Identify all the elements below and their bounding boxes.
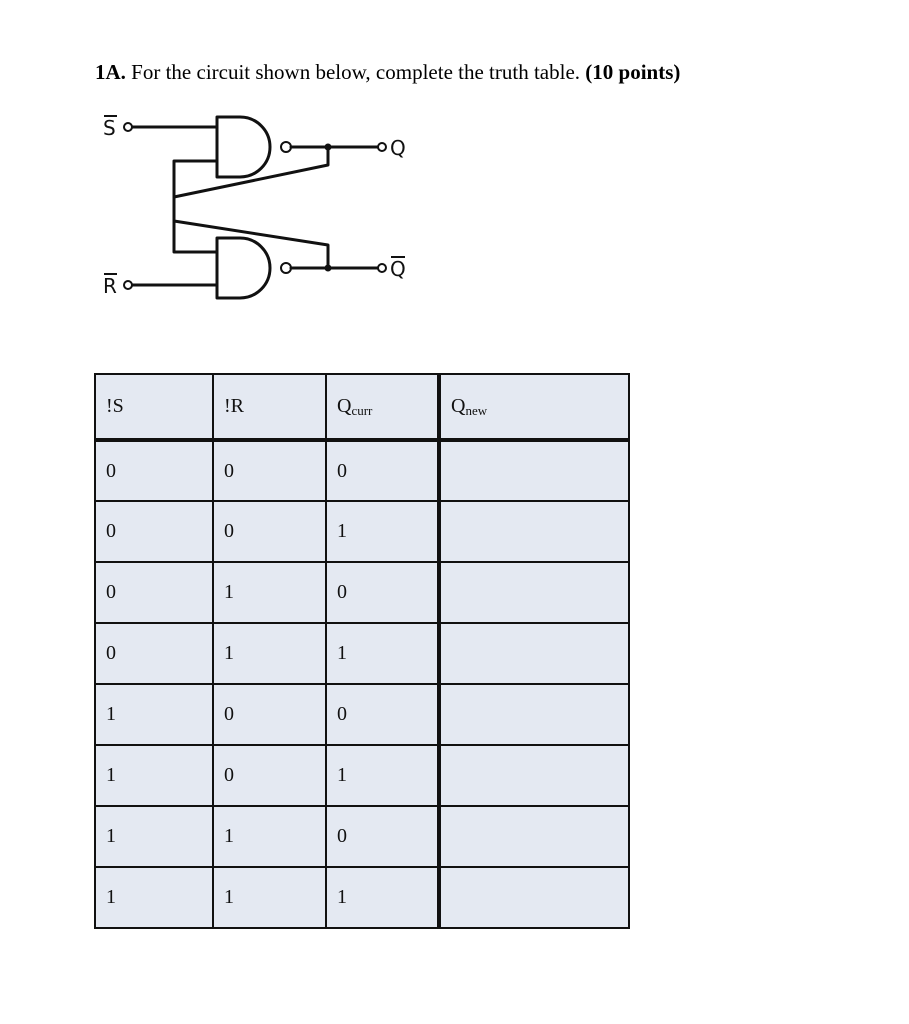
q-output-terminal [378, 143, 386, 151]
cell-q-new[interactable] [439, 806, 629, 867]
cell-not-s: 0 [95, 562, 213, 623]
table-row [95, 684, 629, 745]
cell-not-s: 1 [95, 745, 213, 806]
cell-q-curr: 0 [326, 684, 439, 745]
cell-q-new[interactable] [439, 440, 629, 501]
table-row [95, 867, 629, 928]
cell-not-s: 0 [95, 623, 213, 684]
r-input-terminal [124, 281, 132, 289]
table-header-row [95, 374, 629, 440]
cell-not-r: 1 [213, 806, 326, 867]
cell-not-s: 1 [95, 806, 213, 867]
qbar-output-terminal [378, 264, 386, 272]
nand-gate-bottom [217, 238, 270, 298]
cell-q-curr: 0 [326, 440, 439, 501]
question-points: (10 points) [585, 60, 681, 84]
table-row [95, 745, 629, 806]
cell-q-curr: 0 [326, 806, 439, 867]
s-bar-label: S [103, 116, 116, 140]
cell-q-new[interactable] [439, 745, 629, 806]
question-number: 1A. [95, 60, 126, 84]
cell-not-r: 0 [213, 501, 326, 562]
junction-dot-q [325, 144, 332, 151]
cell-not-r: 0 [213, 745, 326, 806]
q-label: Q [390, 136, 406, 160]
cell-q-curr: 1 [326, 623, 439, 684]
q-bar-label: Q [390, 257, 406, 281]
sr-latch-diagram [95, 105, 435, 305]
cell-not-r: 0 [213, 440, 326, 501]
table-row [95, 440, 629, 501]
s-input-terminal [124, 123, 132, 131]
cell-not-s: 0 [95, 501, 213, 562]
feedback-wire-q [174, 147, 328, 252]
cell-q-new[interactable] [439, 867, 629, 928]
table-row [95, 623, 629, 684]
cell-not-s: 0 [95, 440, 213, 501]
nand-gate-top [217, 117, 270, 177]
cell-q-curr: 1 [326, 745, 439, 806]
header-q-new: $Q_{new}$ [439, 374, 629, 440]
cell-not-s: 1 [95, 867, 213, 928]
table-row [95, 562, 629, 623]
cell-not-r: 1 [213, 623, 326, 684]
header-not-s: !S [95, 374, 213, 440]
cell-q-new[interactable] [439, 501, 629, 562]
cell-q-new[interactable] [439, 562, 629, 623]
cell-q-new[interactable] [439, 684, 629, 745]
cell-q-curr: 1 [326, 501, 439, 562]
question-text [95, 60, 680, 85]
question-body: For the circuit shown below, complete the truth table. [131, 60, 581, 84]
cell-not-s: 1 [95, 684, 213, 745]
r-bar-label: R [103, 274, 117, 298]
table-row [95, 501, 629, 562]
header-q-curr: $Q_{curr}$ [326, 374, 439, 440]
cell-q-new[interactable] [439, 623, 629, 684]
truth-table [94, 373, 630, 929]
cell-not-r: 1 [213, 867, 326, 928]
junction-dot-qbar [325, 265, 332, 272]
cell-not-r: 1 [213, 562, 326, 623]
cell-q-curr: 0 [326, 562, 439, 623]
cell-not-r: 0 [213, 684, 326, 745]
header-not-r: !R [213, 374, 326, 440]
cell-q-curr: 1 [326, 867, 439, 928]
table-row [95, 806, 629, 867]
